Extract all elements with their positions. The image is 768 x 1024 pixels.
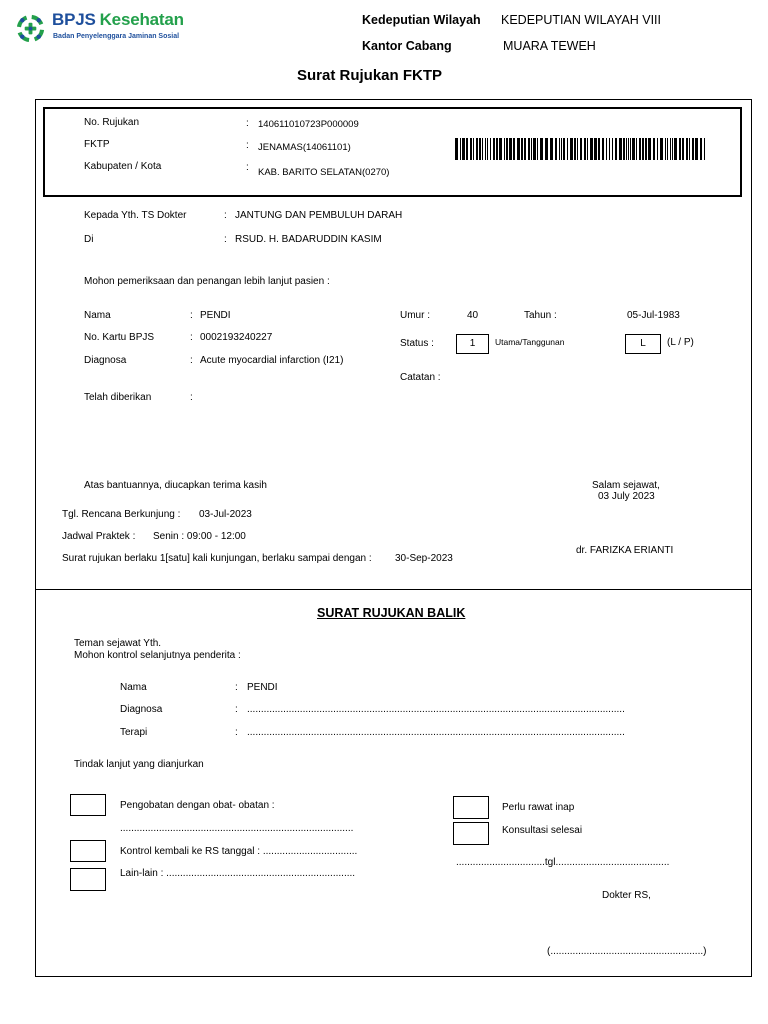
balik-nama-label: Nama	[120, 682, 147, 693]
colon: :	[190, 392, 193, 403]
barcode-bar	[513, 138, 515, 160]
barcode-bar	[674, 138, 677, 160]
checkbox-lain-lain	[70, 868, 106, 891]
barcode-bar	[602, 138, 604, 160]
checkbox-rawat-inap	[453, 796, 489, 819]
logo-brand-accent: Kesehatan	[99, 10, 184, 29]
diagnosa-value: Acute myocardial infarction (I21)	[200, 355, 344, 366]
barcode-bar	[567, 138, 568, 160]
barcode-bar	[473, 138, 474, 160]
rencana-berkunjung-value: 03-Jul-2023	[199, 509, 252, 520]
checkbox-kontrol	[70, 840, 106, 862]
barcode-bar	[645, 138, 647, 160]
barcode-bar	[476, 138, 478, 160]
nama-value: PENDI	[200, 310, 231, 321]
balik-terapi-label: Terapi	[120, 727, 148, 738]
umur-value: 40	[467, 310, 479, 321]
barcode-bar	[598, 138, 600, 160]
barcode-bar	[665, 138, 666, 160]
barcode-bar	[462, 138, 465, 160]
barcode-bar	[504, 138, 505, 160]
colon: :	[235, 704, 238, 715]
barcode-bar	[559, 138, 560, 160]
jadwal-praktek-value: Senin : 09:00 - 12:00	[153, 531, 246, 542]
colon: :	[246, 118, 249, 129]
barcode-bar	[550, 138, 553, 160]
document-title: Surat Rujukan FKTP	[297, 67, 443, 84]
barcode-bar	[533, 138, 536, 160]
colon: :	[246, 162, 249, 173]
barcode-bar	[670, 138, 671, 160]
barcode-bar	[499, 138, 502, 160]
colon: :	[235, 727, 238, 738]
kabupaten-value: KAB. BARITO SELATAN(0270)	[258, 167, 390, 178]
balik-terapi-line: ........................................................................................................................................	[247, 727, 625, 738]
checkbox-konsultasi-selesai	[453, 822, 489, 845]
barcode-bar	[630, 138, 631, 160]
konsultasi-selesai-label: Konsultasi selesai	[502, 825, 583, 836]
thanks-text: Atas bantuannya, diucapkan terima kasih	[84, 480, 267, 491]
barcode-bar	[577, 138, 578, 160]
berlaku-label: Surat rujukan berlaku 1[satu] kali kunjungan, berlaku sampai dengan :	[62, 553, 372, 564]
barcode-bar	[667, 138, 668, 160]
barcode-bar	[496, 138, 498, 160]
barcode-bar	[704, 138, 705, 160]
barcode-bar	[580, 138, 582, 160]
kabupaten-label: Kabupaten / Kota	[84, 161, 162, 172]
barcode-bar	[639, 138, 641, 160]
balik-diagnosa-label: Diagnosa	[120, 704, 163, 715]
barcode-bar	[540, 138, 543, 160]
barcode-bar	[623, 138, 625, 160]
fktp-value: JENAMAS(14061101)	[258, 142, 351, 153]
barcode-bar	[584, 138, 586, 160]
barcode-bar	[587, 138, 588, 160]
colon: :	[235, 682, 238, 693]
tahun-label: Tahun :	[524, 310, 557, 321]
bpjs-logo-icon	[15, 13, 46, 44]
status-value: 1	[469, 338, 476, 349]
barcode-bar	[490, 138, 491, 160]
barcode-bar	[692, 138, 694, 160]
barcode-bar	[619, 138, 622, 160]
kantor-cabang-value: MUARA TEWEH	[503, 39, 596, 53]
barcode-bar	[574, 138, 576, 160]
barcode-bar	[479, 138, 481, 160]
colon: :	[190, 310, 193, 321]
barcode-bar	[648, 138, 651, 160]
barcode-bar	[590, 138, 593, 160]
tahun-value: 05-Jul-1983	[627, 310, 680, 321]
bpjs-logo-wordmark	[52, 10, 184, 30]
kartu-bpjs-value: 0002193240227	[200, 332, 273, 343]
barcode-bar	[537, 138, 538, 160]
barcode-bar	[657, 138, 658, 160]
barcode-bar	[561, 138, 562, 160]
barcode-bar	[493, 138, 495, 160]
barcode-bar	[506, 138, 508, 160]
barcode-bar	[689, 138, 690, 160]
request-text: Mohon pemeriksaan dan penangan lebih lanjut pasien :	[84, 276, 330, 287]
jenis-kelamin-box	[625, 334, 661, 354]
barcode-bar	[636, 138, 637, 160]
logo-tagline: Badan Penyelenggara Jaminan Sosial	[53, 33, 180, 40]
umur-label: Umur :	[400, 310, 430, 321]
barcode-bar	[672, 138, 673, 160]
kartu-bpjs-label: No. Kartu BPJS	[84, 332, 155, 343]
barcode-bar	[524, 138, 526, 160]
colon: :	[224, 210, 227, 221]
barcode-bar	[653, 138, 655, 160]
no-rujukan-value: 140611010723P000009	[258, 119, 359, 130]
barcode-bar	[609, 138, 610, 160]
barcode-bar	[594, 138, 597, 160]
colon: :	[190, 355, 193, 366]
kontrol-label: Kontrol kembali ke RS tanggal : ..................................	[120, 846, 358, 857]
barcode-bar	[660, 138, 663, 160]
colon: :	[224, 234, 227, 245]
barcode-bar	[466, 138, 468, 160]
kedeputian-label: Kedeputian Wilayah	[362, 13, 481, 27]
barcode-bar	[570, 138, 573, 160]
diagnosa-label: Diagnosa	[84, 355, 127, 366]
barcode-bar	[626, 138, 627, 160]
barcode-bar	[632, 138, 635, 160]
balik-request: Mohon kontrol selanjutnya penderita :	[74, 650, 241, 661]
colon: :	[246, 140, 249, 151]
barcode-bar	[606, 138, 607, 160]
dokter-rs-label: Dokter RS,	[602, 890, 651, 901]
barcode-bar	[521, 138, 523, 160]
barcode-bar	[545, 138, 548, 160]
pengobatan-line: ....................................................................................	[120, 823, 354, 834]
rencana-berkunjung-label: Tgl. Rencana Berkunjung :	[62, 509, 181, 520]
di-value: RSUD. H. BADARUDDIN KASIM	[235, 234, 382, 245]
status-label: Status :	[400, 338, 434, 349]
signature-line: (.......................................................)	[547, 946, 707, 957]
kepada-value: JANTUNG DAN PEMBULUH DARAH	[235, 210, 403, 221]
barcode-bar	[531, 138, 532, 160]
barcode-bar	[528, 138, 530, 160]
letter-date: 03 July 2023	[598, 491, 655, 502]
kedeputian-value: KEDEPUTIAN WILAYAH VIII	[501, 13, 661, 27]
doctor-name: dr. FARIZKA ERIANTI	[576, 545, 674, 556]
barcode-bar	[686, 138, 688, 160]
balik-nama-value: PENDI	[247, 682, 278, 693]
kantor-cabang-label: Kantor Cabang	[362, 39, 452, 53]
colon: :	[190, 332, 193, 343]
barcode-bar	[482, 138, 483, 160]
barcode-bar	[509, 138, 512, 160]
barcode-bar	[485, 138, 486, 160]
barcode-bar	[487, 138, 488, 160]
barcode	[455, 138, 705, 160]
balik-greeting: Teman sejawat Yth.	[74, 638, 162, 649]
status-description: Utama/Tanggunan	[495, 337, 565, 347]
balik-diagnosa-line: ........................................................................................................................................	[247, 704, 625, 715]
jenis-kelamin-value: L	[640, 338, 646, 349]
salam-text: Salam sejawat,	[592, 480, 660, 491]
barcode-bar	[455, 138, 458, 160]
barcode-bar	[695, 138, 698, 160]
checkbox-pengobatan	[70, 794, 106, 816]
barcode-bar	[682, 138, 684, 160]
jenis-kelamin-hint: (L / P)	[667, 337, 694, 348]
nama-label: Nama	[84, 310, 111, 321]
barcode-bar	[460, 138, 461, 160]
di-label: Di	[84, 234, 94, 245]
rujukan-balik-title: SURAT RUJUKAN BALIK	[317, 606, 466, 620]
section-divider	[35, 589, 752, 590]
barcode-bar	[555, 138, 557, 160]
telah-diberikan-label: Telah diberikan	[84, 392, 152, 403]
lain-lain-label: Lain-lain : ....................................................................	[120, 868, 356, 879]
barcode-bar	[615, 138, 617, 160]
pengobatan-label: Pengobatan dengan obat- obatan :	[120, 800, 275, 811]
barcode-bar	[470, 138, 472, 160]
barcode-bar	[628, 138, 629, 160]
barcode-bar	[679, 138, 681, 160]
rawat-inap-label: Perlu rawat inap	[502, 802, 575, 813]
tanggal-line: ................................tgl.........................................	[456, 857, 670, 868]
kepada-label: Kepada Yth. TS Dokter	[84, 210, 187, 221]
tindak-lanjut-label: Tindak lanjut yang dianjurkan	[74, 759, 204, 770]
jadwal-praktek-label: Jadwal Praktek :	[62, 531, 136, 542]
no-rujukan-label: No. Rujukan	[84, 117, 140, 128]
catatan-label: Catatan :	[400, 372, 441, 383]
berlaku-value: 30-Sep-2023	[395, 553, 453, 564]
barcode-bar	[517, 138, 520, 160]
status-box	[456, 334, 489, 354]
logo-brand: BPJS	[52, 10, 96, 29]
barcode-bar	[700, 138, 702, 160]
barcode-bar	[642, 138, 644, 160]
fktp-label: FKTP	[84, 139, 110, 150]
barcode-bar	[563, 138, 565, 160]
barcode-bar	[612, 138, 613, 160]
